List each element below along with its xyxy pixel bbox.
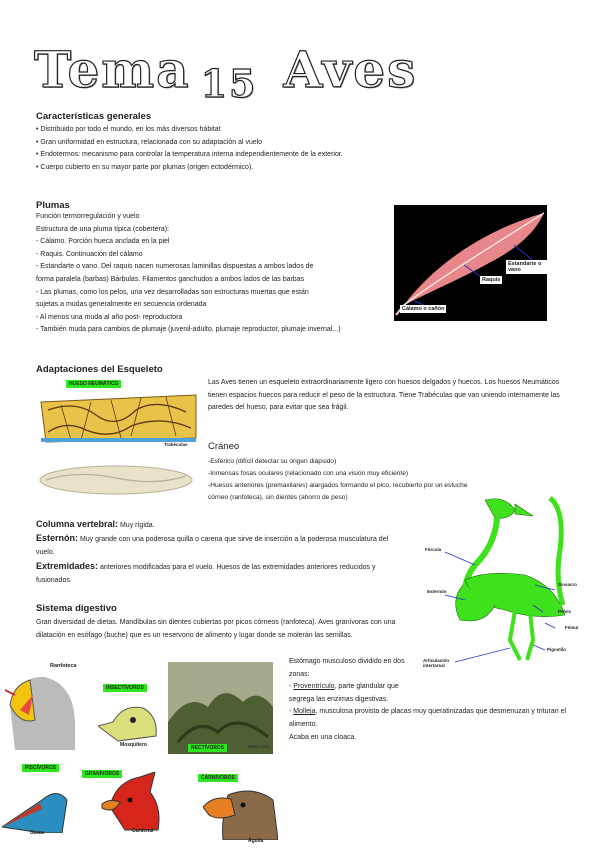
text-line: -Huesos anteriores (premaxilares) alargados formando el pico, recubierto por un estuche	[208, 482, 468, 489]
bone-images	[36, 380, 202, 500]
list-item: • Distribuido por todo el mundo, en los más diversos hábitat	[36, 126, 221, 133]
bone-illustration	[36, 380, 202, 500]
credit-text: PBBC 1979	[248, 744, 270, 749]
extremidades-label: Extremidades:	[36, 561, 99, 571]
text-line: - Al menos una muda al año post- reproductora	[36, 313, 183, 321]
esqueleto-heading: Adaptaciones del Esqueleto	[36, 364, 163, 375]
plumas-text	[36, 211, 396, 337]
plumas-heading: Plumas	[36, 200, 70, 211]
title-number: 15	[200, 61, 258, 106]
skeleton-illustration	[415, 490, 590, 665]
esternon-desc: Muy grande con una poderosa quilla o carena que sirve de inserción a la poderosa musculatura del vuelo.	[36, 536, 389, 556]
label-furcula: Fúrcula	[425, 547, 442, 552]
digestivo-heading: Sistema digestivo	[36, 603, 117, 614]
list-item: • Cuerpo cubierto en su mayor parte por plumas (origen ectodérmico).	[36, 163, 254, 171]
label-cardenal: Cardenal	[132, 828, 154, 834]
label-aguila: Águila	[248, 838, 264, 844]
text-line: forma paralela (barbas) Bárbulas. Filamentos ganchudos a ambos lados de las barbas	[36, 275, 305, 283]
extremidades-desc: anteriores modificadas para el vuelo. Huesos de las extremidades anteriores reducidos y fusionados.	[36, 564, 376, 584]
tag-insectivoros: INSECTÍVOROS	[103, 684, 147, 692]
garza-illustration	[2, 775, 70, 833]
label-estandarte: Estandarte o vano	[506, 260, 547, 274]
nectivoros-photo	[168, 662, 273, 754]
label-garza: Garza	[30, 830, 44, 836]
label-trabeculas: Trabéculas	[164, 442, 188, 447]
columna-desc: Muy rígida.	[118, 522, 155, 529]
molleja-line: - Molleja, musculosa provista de placas muy queratinizadas que desmenuzan y trituran el alimento.	[289, 708, 567, 728]
ranfoteca-illustration	[5, 665, 80, 750]
digestivo-text: Gran diversidad de dietas. Mandíbulas sin dientes cubiertas por picos córneos (ranfoteca). Aves granívoras con una dilatación en esófago (buche) que es un reservorio de alimento y lugar donde se molerán las semillas.	[36, 619, 396, 639]
molleja-desc: , musculosa provista de placas muy queratinizadas que desmenuzan y trituran el alimento.	[289, 708, 567, 728]
proventriculo-line: - Proventrículo, parte glandular que segrega las enzimas digestivas.	[289, 683, 399, 703]
estomago-text	[289, 656, 569, 744]
beaks-figure	[0, 660, 285, 848]
esternon-label: Esternón:	[36, 533, 79, 543]
cloaca-line: Acaba en una cloaca.	[289, 733, 357, 741]
tag-granivoros: GRANÍVOROS	[82, 770, 122, 778]
title-word-tema: Tema	[34, 40, 191, 99]
tag-nectivoros: NECTÍVOROS	[188, 744, 227, 752]
columna-text	[36, 518, 406, 533]
stomach-line: Estómago musculoso dividido en dos zonas:	[289, 658, 405, 678]
mosquitero-illustration	[98, 696, 158, 744]
aguila-illustration	[203, 785, 278, 840]
label-ranfoteca: Ranfoteca	[50, 663, 77, 669]
label-calamo: Cálamo o cañón	[402, 306, 445, 312]
title-word-aves: Aves	[283, 40, 418, 99]
feather-image	[394, 205, 547, 321]
label-hueso-neumatico: HUESO NEUMÁTICO	[66, 380, 121, 388]
generales-list	[36, 124, 456, 174]
label-femur: Fémur	[565, 625, 579, 630]
text-line: - Cálamo. Porción hueca anclada en la piel	[36, 238, 170, 246]
text-line: - Las plumas, como los pelos, una vez desarrolladas son estructuras muertas que están	[36, 288, 309, 296]
label-mosquitero: Mosquitero	[120, 742, 147, 748]
text-line: -Inmensas fosas oculares (relacionado con una visión muy eficiente)	[208, 470, 409, 477]
text-line: - Estandarte o vano. Del raquis nacen numerosas laminillas dispuestas a ambos lados de	[36, 263, 314, 271]
text-line: -Esférico (difícil detectar su origen diápsido)	[208, 458, 337, 465]
craneo-heading: Cráneo	[208, 441, 240, 452]
label-pelvis: Pelvis	[558, 609, 572, 614]
esternon-text	[36, 532, 406, 559]
skeleton-image	[415, 490, 590, 668]
extremidades-text	[36, 560, 406, 587]
text-line: sujetas a mudas generalmente en secuencia ordenada	[36, 301, 207, 309]
tag-piscivoros: PISCÍVOROS	[22, 764, 59, 772]
text-line: Estructura de una pluma típica (cobertera):	[36, 225, 170, 233]
label-esternon: Esternón	[427, 589, 447, 594]
proventriculo-word: Proventrículo	[293, 683, 335, 691]
generales-heading: Características generales	[36, 111, 152, 122]
text-line: - Raquis. Continuación del cálamo	[36, 250, 143, 258]
label-sinsacro: Sinsacro	[558, 582, 578, 587]
text-line: - También muda para cambios de plumaje (juvenil-adulto, plumaje reproductor, plumaje invernal...)	[36, 326, 341, 334]
molleja-word: Molleja	[293, 708, 316, 716]
esqueleto-text: Las Aves tienen un esqueleto extraordinariamente ligero con huesos delgados y huecos. Los huesos Neumáticos tienen espacios huecos para reducir el peso de la estructura. Tiene Trabéculas que van uniendo internamente las paredes del hueso, para evitar que sea frágil.	[208, 379, 560, 412]
columna-label: Columna vertebral:	[36, 519, 119, 529]
page-title	[34, 40, 418, 106]
label-pigostilo: Pigostilo	[547, 647, 566, 652]
proventriculo-desc: , parte glandular que segrega las enzimas digestivas.	[289, 683, 399, 703]
label-articulacion: Articulación intertarsal	[423, 658, 450, 668]
text-line: córneo (ranfoteca), sin dientes (ahorro de peso)	[208, 494, 348, 501]
cardenal-illustration	[100, 772, 165, 832]
list-item: • Gran uniformidad en estructura, relacionada con su adaptación al vuelo	[36, 138, 263, 146]
text-line: Función termorregulación y vuelo	[36, 213, 140, 220]
tag-carnivoros: CARNÍVOROS	[198, 774, 238, 782]
label-raquis: Raquis	[482, 277, 501, 283]
list-item: • Endotermos: mecanismo para controlar la temperatura interna independientemente de la exterior.	[36, 151, 343, 159]
